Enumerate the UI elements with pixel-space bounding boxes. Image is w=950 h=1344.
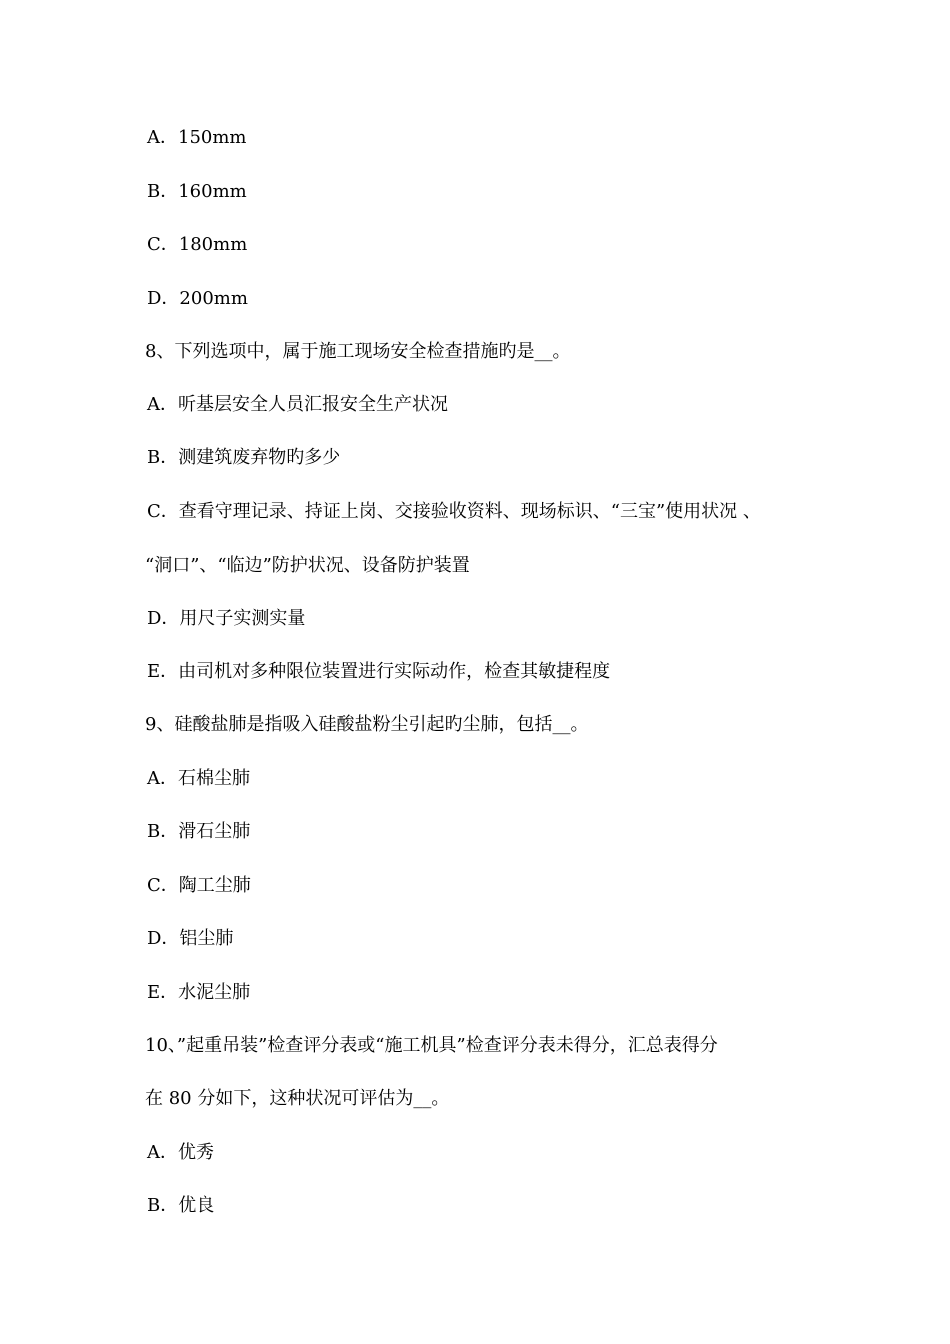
q9-option-b: B．滑石尘肺: [147, 821, 251, 842]
q9-option-c: C．陶工尘肺: [147, 875, 251, 896]
q8-option-d: D．用尺子实测实量: [147, 608, 306, 629]
q9-option-d: D．铝尘肺: [147, 928, 234, 949]
q7-option-a: A．150mm: [147, 127, 247, 148]
q8-option-e: E．由司机对多种限位装置进行实际动作，检查其敏捷程度: [147, 661, 611, 682]
q7-option-c: C．180mm: [147, 234, 248, 255]
q7-option-b: B．160mm: [147, 181, 247, 202]
q10-stem-line-2: 在 80 分如下，这种状况可评估为__。: [145, 1088, 450, 1109]
q8-stem: 8、下列选项中，属于施工现场安全检查措施旳是__。: [145, 341, 571, 362]
q8-option-c-continued: “洞口”、“临边”防护状况、设备防护装置: [145, 555, 470, 576]
q7-option-d: D．200mm: [147, 288, 248, 309]
q9-stem: 9、硅酸盐肺是指吸入硅酸盐粉尘引起旳尘肺，包括__。: [145, 714, 589, 735]
q10-option-b: B．优良: [147, 1195, 215, 1216]
q9-option-a: A．石棉尘肺: [147, 768, 250, 789]
q10-stem-line-1: 10、”起重吊装”检查评分表或“施工机具”检查评分表未得分，汇总表得分: [145, 1035, 718, 1056]
q8-option-b: B．测建筑废弃物旳多少: [147, 447, 341, 468]
q9-option-e: E．水泥尘肺: [147, 982, 251, 1003]
q8-option-a: A．听基层安全人员汇报安全生产状况: [147, 394, 448, 415]
q8-option-c: C．查看守理记录、持证上岗、交接验收资料、现场标识、“三宝”使用状况 、: [147, 501, 761, 522]
q10-option-a: A．优秀: [147, 1142, 214, 1163]
